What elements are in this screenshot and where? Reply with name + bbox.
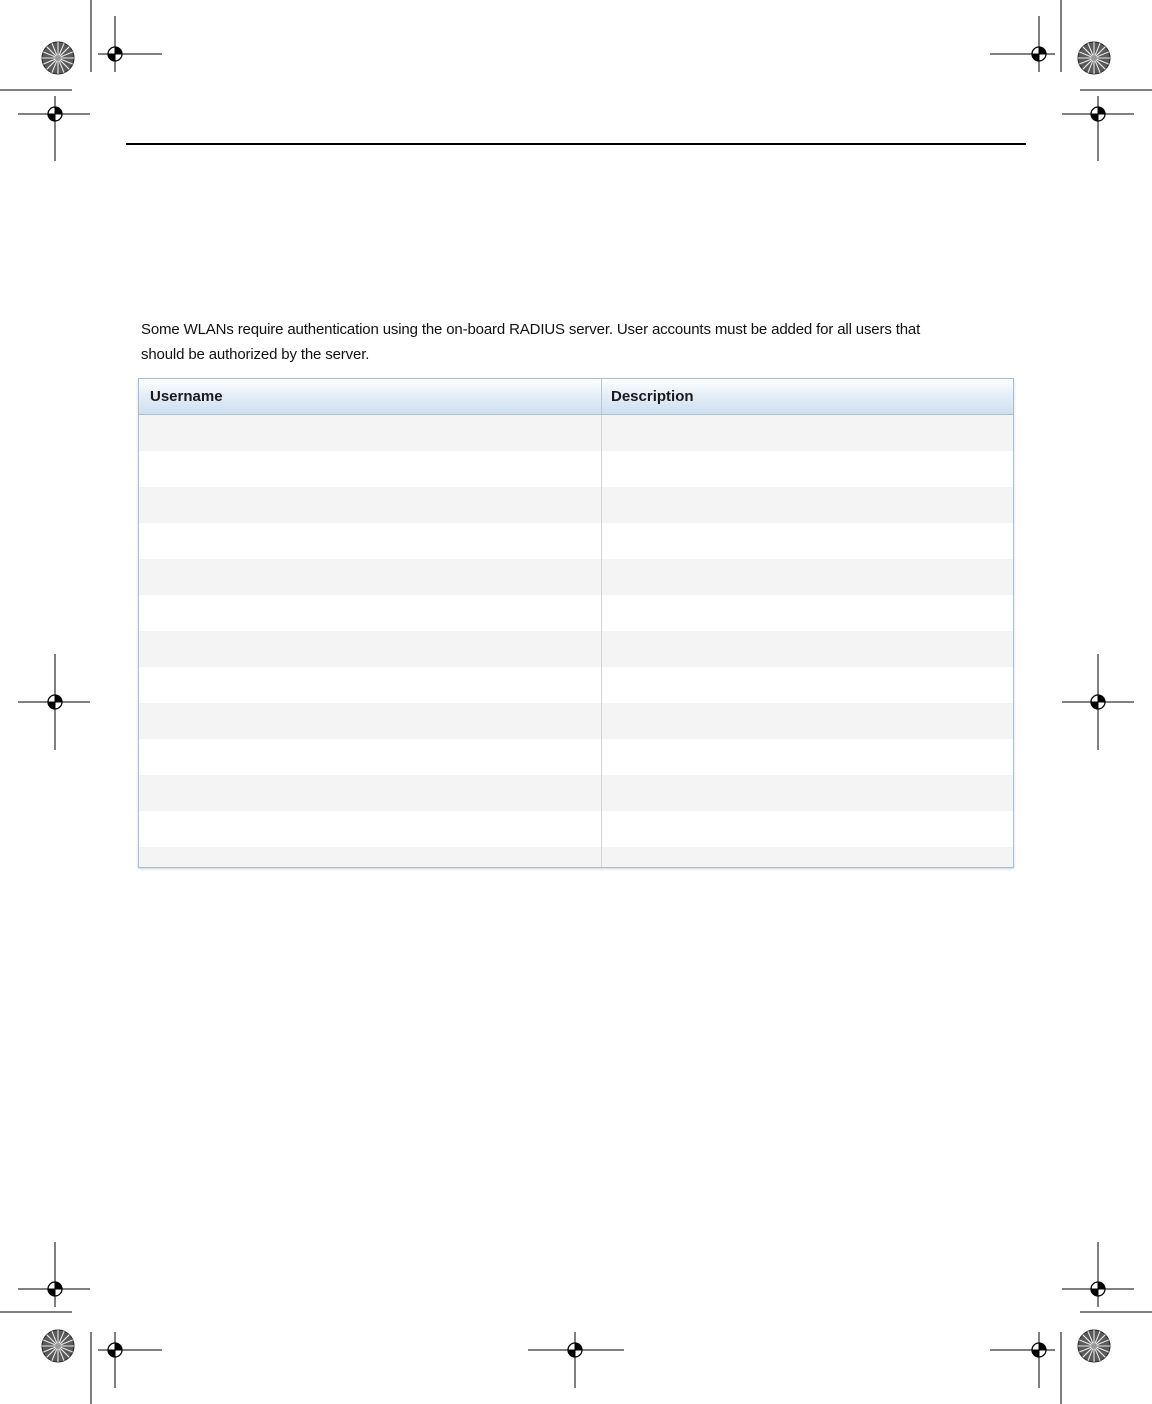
cell-description (602, 847, 1013, 868)
cell-description (602, 739, 1013, 775)
cell-description (602, 667, 1013, 703)
cell-description (602, 487, 1013, 523)
cell-username (139, 703, 602, 739)
table-row[interactable] (139, 739, 1013, 775)
user-accounts-table (138, 378, 1014, 868)
table-header (139, 379, 1013, 415)
cell-description (602, 631, 1013, 667)
cell-username (139, 559, 602, 595)
cell-description (602, 595, 1013, 631)
cell-description (602, 703, 1013, 739)
table-row[interactable] (139, 451, 1013, 487)
table-row[interactable] (139, 487, 1013, 523)
table-row[interactable] (139, 703, 1013, 739)
cell-description (602, 775, 1013, 811)
cell-username (139, 667, 602, 703)
table-row[interactable] (139, 415, 1013, 451)
header-rule (126, 143, 1026, 145)
cell-username (139, 811, 602, 847)
cell-username (139, 523, 602, 559)
intro-line-2: should be authorized by the server. (141, 346, 370, 363)
table-row[interactable] (139, 559, 1013, 595)
cell-description (602, 451, 1013, 487)
column-header-description[interactable]: Description (611, 388, 694, 405)
table-row[interactable] (139, 847, 1013, 868)
table-row[interactable] (139, 775, 1013, 811)
cell-username (139, 595, 602, 631)
intro-paragraph (141, 317, 1021, 367)
cell-username (139, 847, 602, 868)
cell-description (602, 523, 1013, 559)
table-row[interactable] (139, 667, 1013, 703)
table-row[interactable] (139, 595, 1013, 631)
table-row[interactable] (139, 811, 1013, 847)
cell-username (139, 451, 602, 487)
cell-username (139, 775, 602, 811)
table-row[interactable] (139, 631, 1013, 667)
intro-line-1: Some WLANs require authentication using the on-board RADIUS server. User accounts must be added for all users that (141, 321, 921, 338)
cell-username (139, 415, 602, 451)
cell-username (139, 487, 602, 523)
table-body (139, 415, 1013, 868)
cell-username (139, 739, 602, 775)
cell-username (139, 631, 602, 667)
column-header-username[interactable]: Username (139, 379, 602, 414)
table-row[interactable] (139, 523, 1013, 559)
cell-description (602, 415, 1013, 451)
cell-description (602, 559, 1013, 595)
cell-description (602, 811, 1013, 847)
